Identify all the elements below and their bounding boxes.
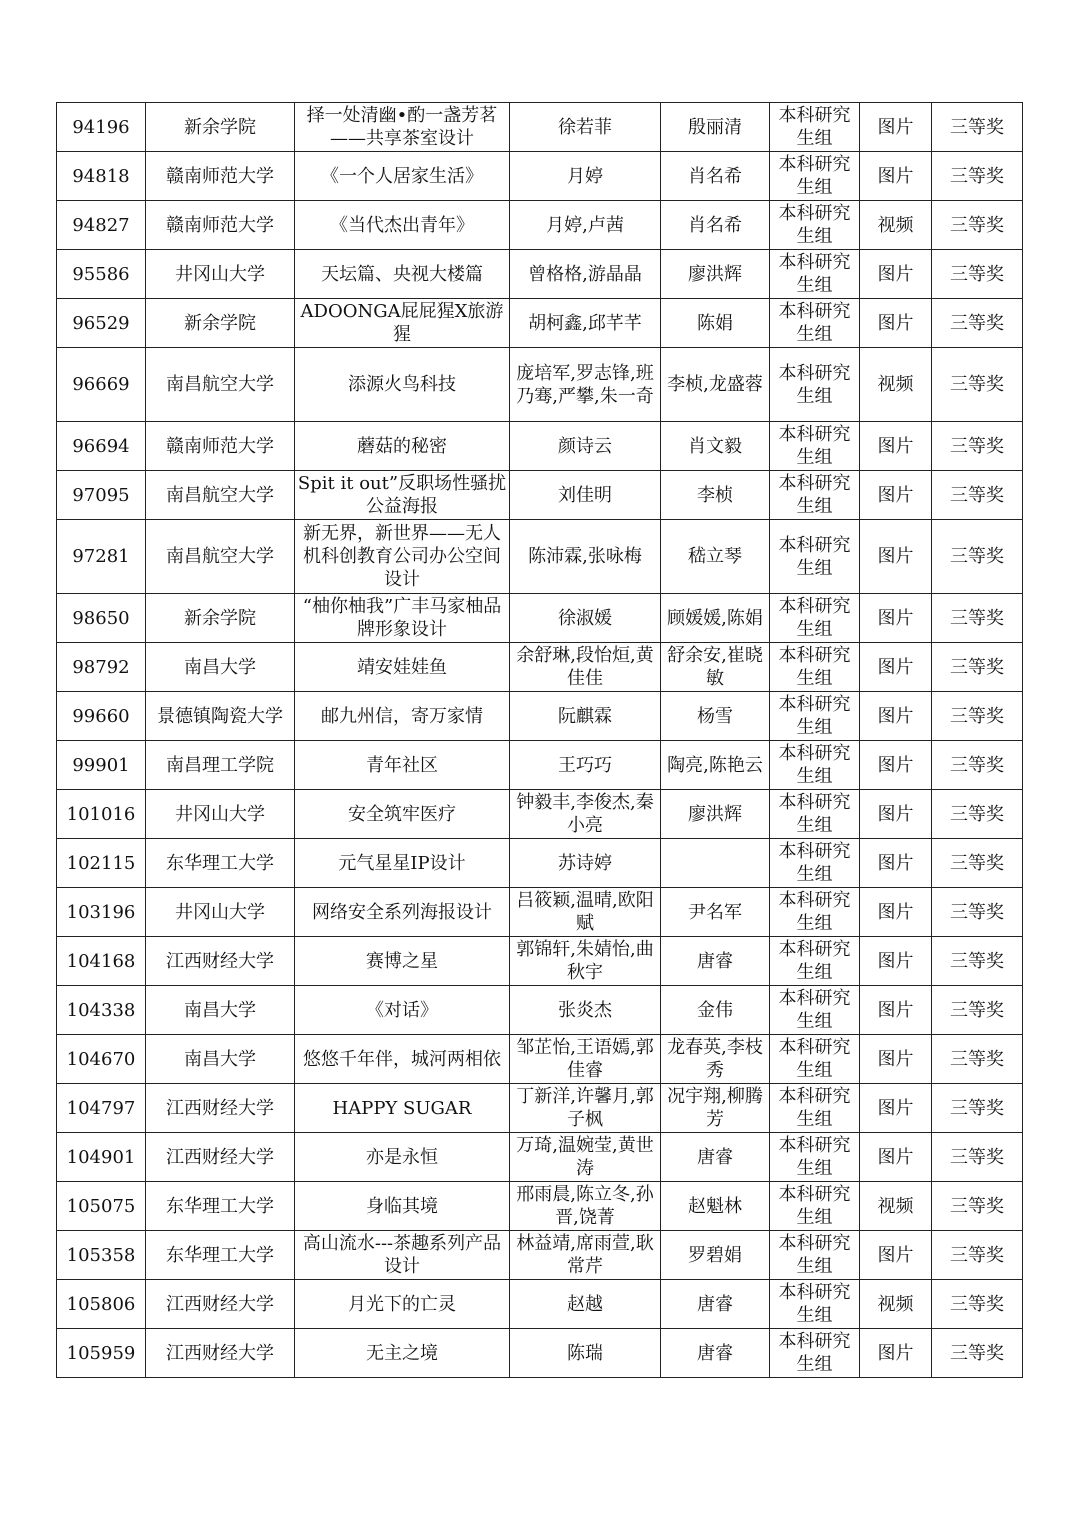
work-title-cell: 《一个人居家生活》: [295, 152, 510, 201]
advisors-cell: 赵魁林: [661, 1182, 770, 1231]
table-row: [57, 790, 1023, 839]
group-cell: 本科研究生组: [770, 520, 860, 594]
advisors-cell: [661, 839, 770, 888]
group-cell: 本科研究生组: [770, 888, 860, 937]
award-cell: 三等奖: [932, 643, 1023, 692]
group-cell: 本科研究生组: [770, 1329, 860, 1378]
school-cell: 南昌理工学院: [146, 741, 295, 790]
entry-id-cell: 94818: [57, 152, 146, 201]
work-title-cell: 邮九州信，寄万家情: [295, 692, 510, 741]
entry-id-cell: 96529: [57, 299, 146, 348]
authors-cell: 万琦,温婉莹,黄世涛: [510, 1133, 661, 1182]
award-cell: 三等奖: [932, 741, 1023, 790]
table-row: [57, 594, 1023, 643]
award-cell: 三等奖: [932, 594, 1023, 643]
type-cell: 图片: [860, 103, 932, 152]
group-cell: 本科研究生组: [770, 1231, 860, 1280]
entry-id-cell: 95586: [57, 250, 146, 299]
type-cell: 图片: [860, 299, 932, 348]
type-cell: 图片: [860, 839, 932, 888]
authors-cell: 陈沛霖,张咏梅: [510, 520, 661, 594]
advisors-cell: 廖洪辉: [661, 250, 770, 299]
entry-id-cell: 104901: [57, 1133, 146, 1182]
award-cell: 三等奖: [932, 888, 1023, 937]
award-table: [56, 102, 1023, 1378]
work-title-cell: 《对话》: [295, 986, 510, 1035]
group-cell: 本科研究生组: [770, 1133, 860, 1182]
work-title-cell: 悠悠千年伴，城河两相依: [295, 1035, 510, 1084]
advisors-cell: 龙春英,李枝秀: [661, 1035, 770, 1084]
entry-id-cell: 105959: [57, 1329, 146, 1378]
type-cell: 视频: [860, 1280, 932, 1329]
work-title-cell: 青年社区: [295, 741, 510, 790]
group-cell: 本科研究生组: [770, 594, 860, 643]
table-row: [57, 250, 1023, 299]
type-cell: 图片: [860, 937, 932, 986]
award-cell: 三等奖: [932, 790, 1023, 839]
authors-cell: 钟毅丰,李俊杰,秦小亮: [510, 790, 661, 839]
group-cell: 本科研究生组: [770, 937, 860, 986]
school-cell: 江西财经大学: [146, 1280, 295, 1329]
school-cell: 东华理工大学: [146, 839, 295, 888]
group-cell: 本科研究生组: [770, 201, 860, 250]
authors-cell: 阮麒霖: [510, 692, 661, 741]
work-title-cell: 蘑菇的秘密: [295, 422, 510, 471]
type-cell: 图片: [860, 1231, 932, 1280]
authors-cell: 郭锦轩,朱婧怡,曲秋宇: [510, 937, 661, 986]
group-cell: 本科研究生组: [770, 1182, 860, 1231]
school-cell: 赣南师范大学: [146, 152, 295, 201]
work-title-cell: 无主之境: [295, 1329, 510, 1378]
type-cell: 视频: [860, 1182, 932, 1231]
advisors-cell: 舒余安,崔晓敏: [661, 643, 770, 692]
type-cell: 图片: [860, 986, 932, 1035]
authors-cell: 苏诗婷: [510, 839, 661, 888]
type-cell: 图片: [860, 152, 932, 201]
table-row: [57, 986, 1023, 1035]
work-title-cell: 亦是永恒: [295, 1133, 510, 1182]
school-cell: 南昌航空大学: [146, 520, 295, 594]
entry-id-cell: 98650: [57, 594, 146, 643]
table-row: [57, 1133, 1023, 1182]
work-title-cell: Spit it out”反职场性骚扰公益海报: [295, 471, 510, 520]
type-cell: 图片: [860, 888, 932, 937]
advisors-cell: 廖洪辉: [661, 790, 770, 839]
table-row: [57, 643, 1023, 692]
advisors-cell: 李桢,龙盛蓉: [661, 348, 770, 422]
award-cell: 三等奖: [932, 1231, 1023, 1280]
group-cell: 本科研究生组: [770, 250, 860, 299]
school-cell: 井冈山大学: [146, 888, 295, 937]
type-cell: 图片: [860, 1084, 932, 1133]
award-cell: 三等奖: [932, 103, 1023, 152]
type-cell: 图片: [860, 643, 932, 692]
school-cell: 南昌航空大学: [146, 348, 295, 422]
type-cell: 图片: [860, 790, 932, 839]
award-table-body: [57, 103, 1023, 1378]
award-cell: 三等奖: [932, 422, 1023, 471]
group-cell: 本科研究生组: [770, 1280, 860, 1329]
table-row: [57, 692, 1023, 741]
entry-id-cell: 105358: [57, 1231, 146, 1280]
authors-cell: 陈瑞: [510, 1329, 661, 1378]
type-cell: 图片: [860, 422, 932, 471]
advisors-cell: 顾媛媛,陈娟: [661, 594, 770, 643]
table-row: [57, 1280, 1023, 1329]
advisors-cell: 李桢: [661, 471, 770, 520]
authors-cell: 胡柯鑫,邱芊芊: [510, 299, 661, 348]
entry-id-cell: 105806: [57, 1280, 146, 1329]
work-title-cell: 添源火鸟科技: [295, 348, 510, 422]
school-cell: 东华理工大学: [146, 1231, 295, 1280]
work-title-cell: 靖安娃娃鱼: [295, 643, 510, 692]
work-title-cell: 安全筑牢医疗: [295, 790, 510, 839]
table-row: [57, 1231, 1023, 1280]
school-cell: 南昌大学: [146, 1035, 295, 1084]
award-cell: 三等奖: [932, 1084, 1023, 1133]
table-row: [57, 1035, 1023, 1084]
award-cell: 三等奖: [932, 1182, 1023, 1231]
advisors-cell: 罗碧娟: [661, 1231, 770, 1280]
advisors-cell: 陶亮,陈艳云: [661, 741, 770, 790]
type-cell: 图片: [860, 741, 932, 790]
award-cell: 三等奖: [932, 986, 1023, 1035]
school-cell: 赣南师范大学: [146, 201, 295, 250]
authors-cell: 丁新洋,许馨月,郭子枫: [510, 1084, 661, 1133]
group-cell: 本科研究生组: [770, 643, 860, 692]
authors-cell: 吕筱颖,温晴,欧阳赋: [510, 888, 661, 937]
work-title-cell: 《当代杰出青年》: [295, 201, 510, 250]
award-cell: 三等奖: [932, 299, 1023, 348]
type-cell: 图片: [860, 1329, 932, 1378]
work-title-cell: 择一处清幽•酌一盏芳茗——共享茶室设计: [295, 103, 510, 152]
school-cell: 井冈山大学: [146, 790, 295, 839]
group-cell: 本科研究生组: [770, 692, 860, 741]
type-cell: 图片: [860, 520, 932, 594]
type-cell: 图片: [860, 1133, 932, 1182]
entry-id-cell: 94827: [57, 201, 146, 250]
award-cell: 三等奖: [932, 348, 1023, 422]
school-cell: 新余学院: [146, 299, 295, 348]
group-cell: 本科研究生组: [770, 103, 860, 152]
entry-id-cell: 99660: [57, 692, 146, 741]
advisors-cell: 况宇翔,柳腾芳: [661, 1084, 770, 1133]
entry-id-cell: 97095: [57, 471, 146, 520]
group-cell: 本科研究生组: [770, 741, 860, 790]
advisors-cell: 杨雪: [661, 692, 770, 741]
work-title-cell: 元气星星IP设计: [295, 839, 510, 888]
advisors-cell: 嵇立琴: [661, 520, 770, 594]
entry-id-cell: 97281: [57, 520, 146, 594]
authors-cell: 赵越: [510, 1280, 661, 1329]
authors-cell: 邢雨晨,陈立冬,孙晋,饶菁: [510, 1182, 661, 1231]
authors-cell: 余舒琳,段怡烜,黄佳佳: [510, 643, 661, 692]
type-cell: 图片: [860, 471, 932, 520]
type-cell: 图片: [860, 594, 932, 643]
group-cell: 本科研究生组: [770, 152, 860, 201]
authors-cell: 月婷: [510, 152, 661, 201]
group-cell: 本科研究生组: [770, 422, 860, 471]
award-cell: 三等奖: [932, 471, 1023, 520]
school-cell: 景德镇陶瓷大学: [146, 692, 295, 741]
award-cell: 三等奖: [932, 201, 1023, 250]
type-cell: 图片: [860, 692, 932, 741]
table-row: [57, 1084, 1023, 1133]
authors-cell: 王巧巧: [510, 741, 661, 790]
award-cell: 三等奖: [932, 1035, 1023, 1084]
advisors-cell: 唐睿: [661, 937, 770, 986]
entry-id-cell: 104797: [57, 1084, 146, 1133]
type-cell: 图片: [860, 250, 932, 299]
entry-id-cell: 103196: [57, 888, 146, 937]
group-cell: 本科研究生组: [770, 299, 860, 348]
award-cell: 三等奖: [932, 839, 1023, 888]
table-row: [57, 152, 1023, 201]
work-title-cell: 月光下的亡灵: [295, 1280, 510, 1329]
work-title-cell: “柚你柚我”广丰马家柚品牌形象设计: [295, 594, 510, 643]
entry-id-cell: 99901: [57, 741, 146, 790]
advisors-cell: 肖名希: [661, 152, 770, 201]
authors-cell: 林益靖,席雨萱,耿常芹: [510, 1231, 661, 1280]
award-cell: 三等奖: [932, 1329, 1023, 1378]
entry-id-cell: 102115: [57, 839, 146, 888]
table-row: [57, 103, 1023, 152]
entry-id-cell: 101016: [57, 790, 146, 839]
table-row: [57, 201, 1023, 250]
work-title-cell: 身临其境: [295, 1182, 510, 1231]
entry-id-cell: 96694: [57, 422, 146, 471]
type-cell: 视频: [860, 348, 932, 422]
school-cell: 东华理工大学: [146, 1182, 295, 1231]
authors-cell: 邹芷怡,王语嫣,郭佳睿: [510, 1035, 661, 1084]
school-cell: 新余学院: [146, 103, 295, 152]
award-cell: 三等奖: [932, 520, 1023, 594]
authors-cell: 徐淑媛: [510, 594, 661, 643]
table-row: [57, 422, 1023, 471]
entry-id-cell: 94196: [57, 103, 146, 152]
table-row: [57, 888, 1023, 937]
table-row: [57, 937, 1023, 986]
school-cell: 井冈山大学: [146, 250, 295, 299]
table-row: [57, 839, 1023, 888]
school-cell: 江西财经大学: [146, 1084, 295, 1133]
group-cell: 本科研究生组: [770, 1084, 860, 1133]
authors-cell: 庞培军,罗志锋,班乃骞,严攀,朱一奇: [510, 348, 661, 422]
group-cell: 本科研究生组: [770, 471, 860, 520]
school-cell: 江西财经大学: [146, 1133, 295, 1182]
table-row: [57, 741, 1023, 790]
table-row: [57, 1329, 1023, 1378]
advisors-cell: 金伟: [661, 986, 770, 1035]
advisors-cell: 唐睿: [661, 1133, 770, 1182]
authors-cell: 月婷,卢茜: [510, 201, 661, 250]
type-cell: 视频: [860, 201, 932, 250]
table-row: [57, 299, 1023, 348]
school-cell: 新余学院: [146, 594, 295, 643]
entry-id-cell: 104338: [57, 986, 146, 1035]
table-row: [57, 471, 1023, 520]
award-cell: 三等奖: [932, 1280, 1023, 1329]
school-cell: 江西财经大学: [146, 937, 295, 986]
advisors-cell: 陈娟: [661, 299, 770, 348]
advisors-cell: 肖名希: [661, 201, 770, 250]
advisors-cell: 肖文毅: [661, 422, 770, 471]
award-cell: 三等奖: [932, 937, 1023, 986]
table-row: [57, 1182, 1023, 1231]
group-cell: 本科研究生组: [770, 348, 860, 422]
school-cell: 南昌航空大学: [146, 471, 295, 520]
work-title-cell: 新无界，新世界——无人机科创教育公司办公空间设计: [295, 520, 510, 594]
table-row: [57, 520, 1023, 594]
school-cell: 南昌大学: [146, 986, 295, 1035]
authors-cell: 张炎杰: [510, 986, 661, 1035]
school-cell: 赣南师范大学: [146, 422, 295, 471]
group-cell: 本科研究生组: [770, 790, 860, 839]
type-cell: 图片: [860, 1035, 932, 1084]
school-cell: 江西财经大学: [146, 1329, 295, 1378]
entry-id-cell: 98792: [57, 643, 146, 692]
work-title-cell: HAPPY SUGAR: [295, 1084, 510, 1133]
advisors-cell: 唐睿: [661, 1329, 770, 1378]
award-cell: 三等奖: [932, 250, 1023, 299]
group-cell: 本科研究生组: [770, 986, 860, 1035]
award-cell: 三等奖: [932, 1133, 1023, 1182]
authors-cell: 曾格格,游晶晶: [510, 250, 661, 299]
group-cell: 本科研究生组: [770, 839, 860, 888]
work-title-cell: 网络安全系列海报设计: [295, 888, 510, 937]
award-cell: 三等奖: [932, 152, 1023, 201]
table-row: [57, 348, 1023, 422]
advisors-cell: 殷丽清: [661, 103, 770, 152]
work-title-cell: 赛博之星: [295, 937, 510, 986]
school-cell: 南昌大学: [146, 643, 295, 692]
entry-id-cell: 104670: [57, 1035, 146, 1084]
award-cell: 三等奖: [932, 692, 1023, 741]
entry-id-cell: 96669: [57, 348, 146, 422]
authors-cell: 刘佳明: [510, 471, 661, 520]
entry-id-cell: 104168: [57, 937, 146, 986]
work-title-cell: 天坛篇、央视大楼篇: [295, 250, 510, 299]
work-title-cell: ADOONGA屁屁猩X旅游猩: [295, 299, 510, 348]
entry-id-cell: 105075: [57, 1182, 146, 1231]
authors-cell: 徐若菲: [510, 103, 661, 152]
advisors-cell: 唐睿: [661, 1280, 770, 1329]
advisors-cell: 尹名军: [661, 888, 770, 937]
authors-cell: 颜诗云: [510, 422, 661, 471]
group-cell: 本科研究生组: [770, 1035, 860, 1084]
work-title-cell: 高山流水---茶趣系列产品设计: [295, 1231, 510, 1280]
